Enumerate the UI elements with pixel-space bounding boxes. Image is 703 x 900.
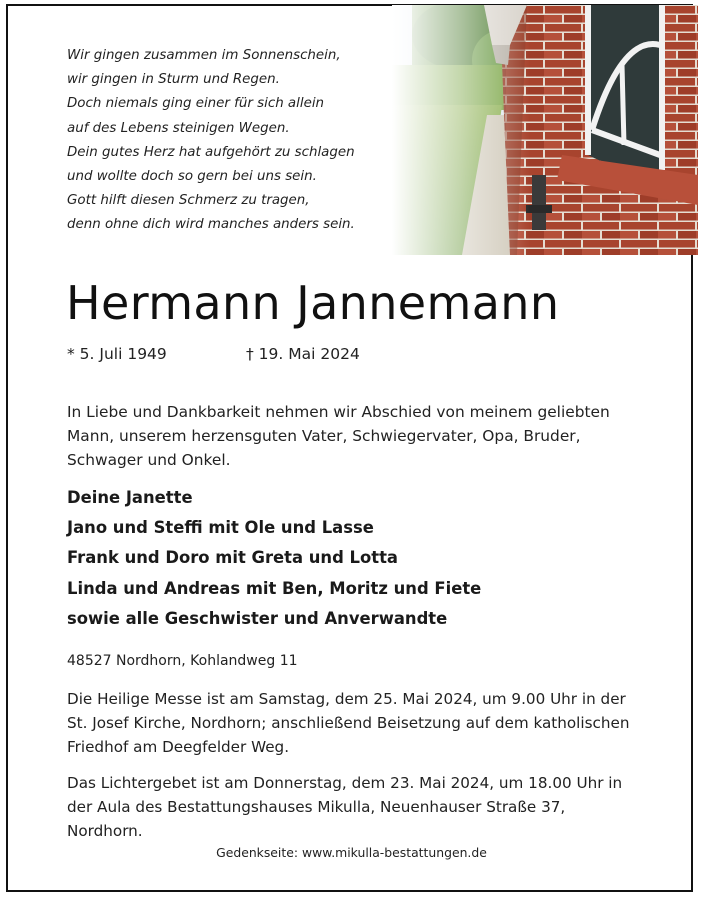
family-member: Deine Janette (67, 488, 193, 507)
poem-line: denn ohne dich wird manches anders sein. (67, 217, 355, 233)
family-member: sowie alle Geschwister und Anverwandte (67, 608, 448, 628)
poem-line: und wollte doch so gern bei uns sein. (67, 169, 317, 185)
family-list (67, 483, 481, 634)
poem (67, 44, 397, 238)
poem-line: wir gingen in Sturm und Regen. (67, 72, 280, 88)
family-member: Jano und Steffi mit Ole und Lasse (67, 518, 374, 538)
poem-line: auf des Lebens steinigen Wegen. (67, 120, 290, 136)
memorial-website: Gedenkseite: www.mikulla-bestattungen.de (216, 845, 487, 860)
poem-line: Dein gutes Herz hat aufgehört zu schlagen (67, 144, 355, 160)
family-member: Frank und Doro mit Greta und Lotta (67, 548, 398, 568)
prayer-info: Das Lichtergebet ist am Donnerstag, dem 23. Mai 2024, um 18.00 Uhr in der Aula des Bestattungshauses Mikulla, Neuenhauser Straße 37, Nordhorn. (67, 774, 623, 840)
brick-wall-window-photo (392, 5, 698, 255)
poem-line: Gott hilft diesen Schmerz zu tragen, (67, 193, 310, 209)
farewell-text: In Liebe und Dankbarkeit nehmen wir Abschied von meinem geliebten Mann, unserem herzensguten Vater, Schwiegervater, Opa, Bruder, Schwager und Onkel. (67, 403, 610, 469)
family-address: 48527 Nordhorn, Kohlandweg 11 (67, 653, 298, 669)
poem-line: Wir gingen zusammen im Sonnenschein, (67, 48, 341, 63)
family-member: Linda und Andreas mit Ben, Moritz und Fiete (67, 578, 482, 598)
death-date: † 19. Mai 2024 (246, 345, 360, 363)
poem-line: Doch niemals ging einer für sich allein (67, 96, 325, 112)
mass-info: Die Heilige Messe ist am Samstag, dem 25. Mai 2024, um 9.00 Uhr in der St. Josef Kirche, Nordhorn; anschließend Beisetzung auf dem katholischen Friedhof am Deegfelder Weg. (67, 690, 630, 756)
birth-date: * 5. Juli 1949 (67, 345, 167, 363)
deceased-name: Hermann Jannemann (66, 276, 560, 330)
